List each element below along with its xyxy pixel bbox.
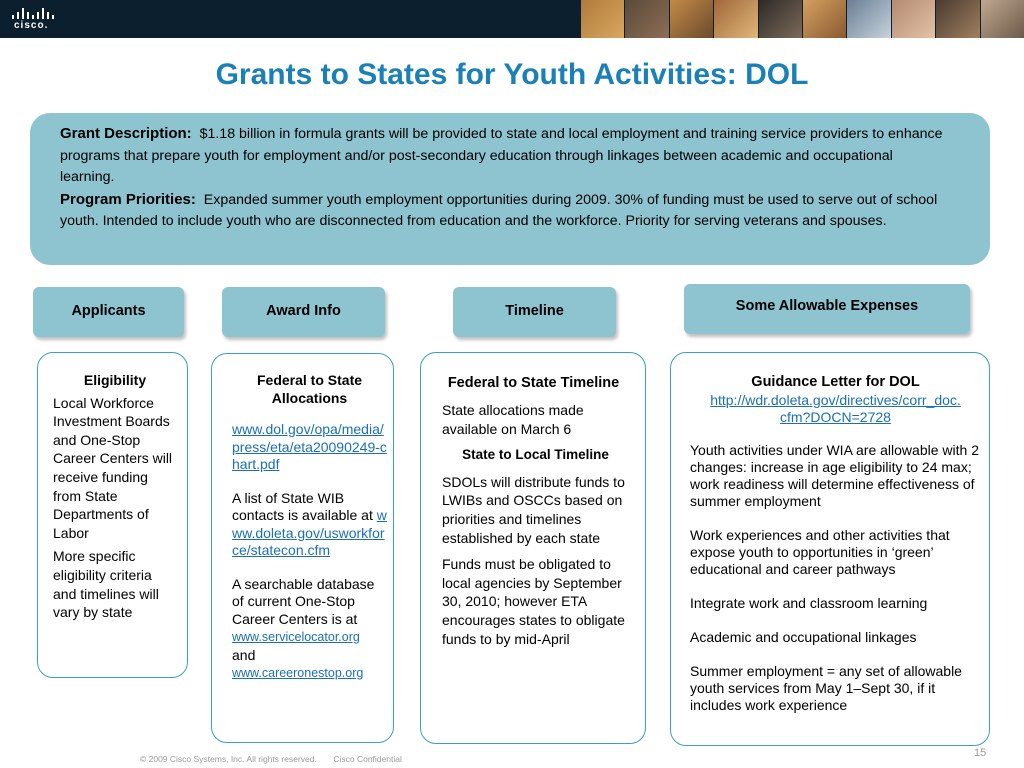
summer-employment-text: Summer employment = any set of allowable youth services from May 1–Sept 30, if it includes work experience xyxy=(690,663,962,713)
confidential-text: Cisco Confidential xyxy=(333,754,402,764)
one-stop-database xyxy=(232,576,387,683)
program-priorities-label: Program Priorities: xyxy=(60,190,196,208)
timeline-column xyxy=(420,352,646,744)
federal-to-state-timeline-heading: Federal to State Timeline xyxy=(447,375,620,391)
eligibility-text: Local Workforce Investment Boards and One-Stop Career Centers will receive funding from State Departments of Labor xyxy=(53,394,173,541)
and-text: and xyxy=(232,646,256,663)
academic-linkages-text: Academic and occupational linkages xyxy=(690,629,917,645)
tab-applicants-label: Applicants xyxy=(71,303,146,319)
guidance-letter-heading: Guidance Letter for DOL xyxy=(751,374,920,390)
award-info-column xyxy=(211,353,394,743)
guidance-letter-link[interactable] xyxy=(690,392,981,426)
page-title: Grants to States for Youth Activities: DOL xyxy=(215,58,809,91)
statecon-link[interactable]: www.doleta.gov/usworkforce/statecon.cfm xyxy=(232,507,387,558)
servicelocator-link[interactable]: www.servicelocator.org xyxy=(232,630,360,644)
tab-applicants xyxy=(33,287,184,337)
tab-award-info xyxy=(222,287,385,337)
tab-timeline-label: Timeline xyxy=(505,303,564,319)
header-banner xyxy=(0,0,1024,38)
youth-activities-text: Youth activities under WIA are allowable with 2 changes: increase in age eligibility to 24 max; work readiness will determine effectiveness of summer employment xyxy=(690,442,979,509)
page-number: 15 xyxy=(974,747,987,759)
allocations-chart-link[interactable] xyxy=(232,421,387,474)
applicants-column xyxy=(37,352,188,678)
eligibility-criteria-text: More specific eligibility criteria and timelines will vary by state xyxy=(53,548,159,621)
program-priorities-text: Expanded summer youth employment opportunities during 2009. 30% of funding must be used to serve out of school youth. Intended to include youth who are disconnected from education and the workforce. Priority for serving veterans and spouses. xyxy=(60,191,938,229)
cisco-wordmark: cisco. xyxy=(14,20,49,31)
state-to-local-timeline-heading: State to Local Timeline xyxy=(462,447,609,463)
work-experiences-text: Work experiences and other activities that expose youth to opportunities in ‘green’ educational and career pathways xyxy=(690,527,950,577)
grant-description xyxy=(60,123,950,189)
one-stop-database-text: A searchable database of current One-Stop Career Centers is at xyxy=(232,575,375,627)
cisco-logo xyxy=(10,5,62,33)
funds-obligation-text: Funds must be obligated to local agencies by September 30, 2010; however ETA encourages states to obligate funds to by mid-April xyxy=(442,556,625,647)
careeronestop-link[interactable]: www.careeronestop.org xyxy=(232,666,364,680)
sdol-distribution-text: SDOLs will distribute funds to LWIBs and OSCCs based on priorities and timelines established by each state xyxy=(442,473,625,546)
copyright-text: © 2009 Cisco Systems, Inc. All rights reserved. xyxy=(140,754,317,764)
program-priorities xyxy=(60,189,950,233)
grant-description-panel xyxy=(30,113,990,265)
tab-expenses-label: Some Allowable Expenses xyxy=(735,298,919,314)
tab-some-allowable-expenses xyxy=(684,284,970,334)
state-wib-contacts-text: A list of State WIB contacts is available at xyxy=(232,489,373,523)
cisco-bridge-icon xyxy=(12,7,58,19)
eligibility-heading: Eligibility xyxy=(83,372,147,388)
integrate-work-text: Integrate work and classroom learning xyxy=(690,595,928,611)
footer xyxy=(140,754,402,764)
grant-description-text: $1.18 billion in formula grants will be provided to state and local employment and training service providers to enhance programs that prepare youth for employment and/or post-secondary education through linkages between academic and occupational learning. xyxy=(60,126,943,185)
guidance-letter-link-text[interactable]: http://wdr.doleta.gov/directives/corr_doc.cfm?DOCN=2728 xyxy=(710,392,961,425)
banner-photo-strip xyxy=(580,0,1024,38)
federal-to-state-allocations-heading: Federal to State Allocations xyxy=(256,372,363,406)
state-wib-contacts xyxy=(232,490,387,560)
allocations-chart-link-text[interactable]: www.dol.gov/opa/media/press/eta/eta20090249-chart.pdf xyxy=(232,421,387,472)
tab-award-info-label: Award Info xyxy=(266,303,341,319)
state-allocations-text: State allocations made available on March 6 xyxy=(442,402,584,437)
allowable-expenses-column xyxy=(670,352,990,746)
grant-description-label: Grant Description: xyxy=(60,125,192,142)
tab-timeline xyxy=(453,287,616,337)
